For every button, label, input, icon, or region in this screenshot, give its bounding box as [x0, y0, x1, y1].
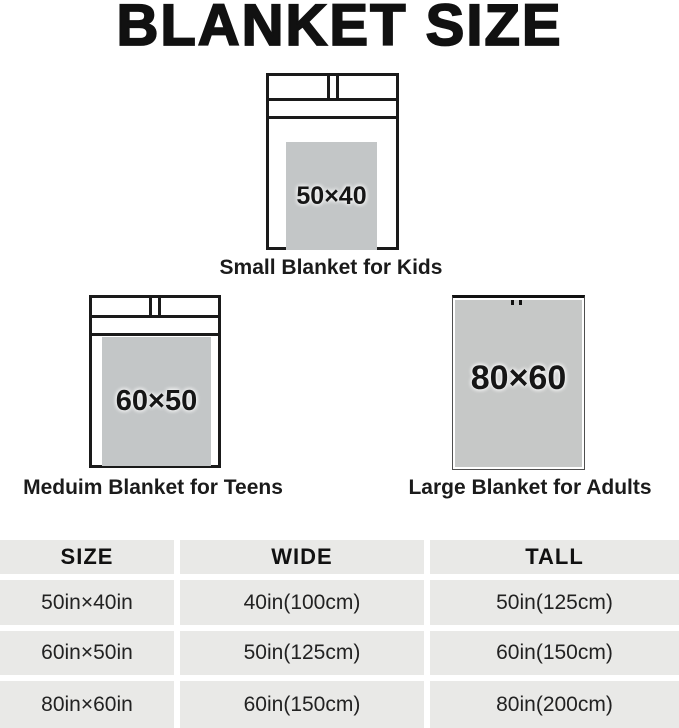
- blanket-size-label-medium: 60×50: [115, 385, 198, 417]
- table-cell: 60in×50in: [0, 631, 174, 675]
- sheet-band: [269, 101, 396, 119]
- table-header-tall: TALL: [430, 540, 679, 574]
- blanket-size-label-large: 80×60: [470, 359, 567, 397]
- bed-diagram-medium: [89, 295, 221, 468]
- table-cell: 40in(100cm): [180, 580, 424, 625]
- table-header-wide: WIDE: [180, 540, 424, 574]
- blanket-small: [286, 142, 377, 250]
- table-header-size: SIZE: [0, 540, 174, 574]
- caption-small: Small Blanket for Kids: [219, 256, 443, 279]
- blanket-medium: [102, 337, 211, 466]
- table-cell: 60in(150cm): [180, 681, 424, 728]
- pillow-divider: [327, 76, 339, 98]
- pillow-row: [92, 298, 218, 318]
- size-table: [0, 540, 679, 728]
- pillow-divider-notch: [511, 300, 514, 305]
- table-cell: 50in(125cm): [180, 631, 424, 675]
- table-cell: 50in(125cm): [430, 580, 679, 625]
- pillow-divider-notch: [519, 300, 522, 305]
- table-cell: 80in(200cm): [430, 681, 679, 728]
- caption-large: Large Blanket for Adults: [408, 476, 652, 499]
- bed-diagram-large: [452, 295, 585, 470]
- bed-diagram-small: [266, 73, 399, 250]
- caption-medium: Meduim Blanket for Teens: [23, 476, 283, 499]
- table-cell: 60in(150cm): [430, 631, 679, 675]
- table-cell: 50in×40in: [0, 580, 174, 625]
- blanket-large: [455, 300, 582, 467]
- page-title: BLANKET SIZE: [116, 0, 563, 58]
- blanket-size-label-small: 50×40: [296, 181, 367, 210]
- pillow-row: [269, 76, 396, 101]
- table-cell: 80in×60in: [0, 681, 174, 728]
- pillow-divider: [149, 298, 161, 315]
- sheet-band: [92, 318, 218, 336]
